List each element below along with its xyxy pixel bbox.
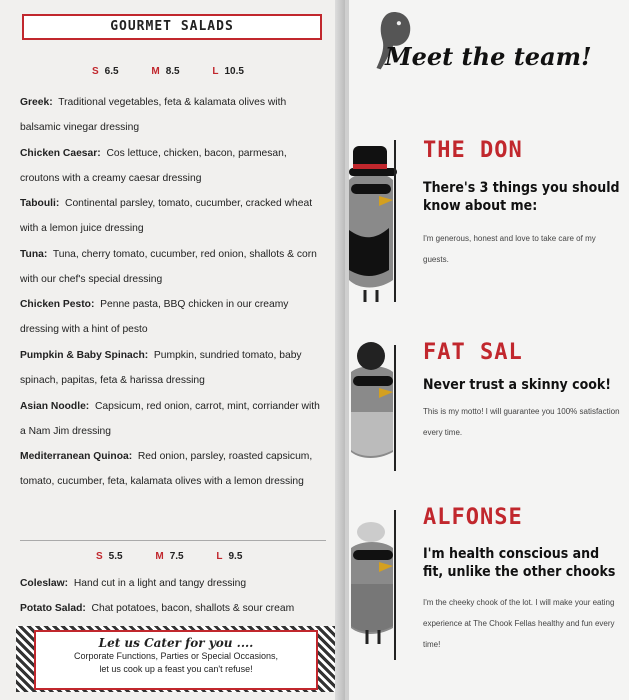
alfonse-chook-icon [349,518,399,648]
menu-item-desc: Capsicum, red onion, carrot, mint, corriander with a Nam Jim dressing [20,401,320,437]
menu-item [20,394,325,444]
fat-sal-chook-icon [349,342,399,472]
size-price: 9.5 [228,551,243,562]
menu-item-desc: Traditional vegetables, feta & kalamata olives with balsamic vinegar dressing [20,97,287,133]
menu-item [20,343,325,393]
member-name: ALFONSE [423,505,523,530]
catering-title: Let us Cater for you .... [98,636,254,650]
member-tagline: Never trust a skinny cook! [423,377,612,393]
team-divider-line [394,345,396,471]
catering-line: Corporate Functions, Parties or Special Occasions, [73,651,279,661]
the-don-chook-icon [349,140,399,305]
menu-item-desc: Continental parsley, tomato, cucumber, cracked wheat with a lemon juice dressing [20,198,313,234]
size-label: M [155,551,164,562]
member-name: FAT SAL [423,340,523,365]
member-description: I'm generous, honest and love to take care of my guests. [423,234,596,264]
section-divider [20,540,326,541]
size-label: L [212,66,219,77]
catering-box-inner [34,630,318,690]
team-heading: Meet the team! [385,42,592,71]
menu-item-name: Chicken Caesar: [20,148,101,159]
menu-item [20,242,325,292]
size-price: 8.5 [165,66,180,77]
menu-item-desc: Tuna, cherry tomato, cucumber, red onion, shallots & corn with our chef's special dressing [20,249,317,285]
menu-item [20,191,325,241]
member-name: THE DON [423,138,523,163]
menu-item-name: Mediterranean Quinoa: [20,451,133,462]
menu-item [20,444,325,494]
size-price: 5.5 [108,551,123,562]
menu-item [20,141,325,191]
size-label: S [96,551,103,562]
menu-item-desc: Cos lettuce, chicken, bacon, parmesan, croutons with a creamy caesar dressing [20,148,287,184]
salad-size-prices [92,66,244,77]
menu-item [20,571,325,596]
menu-item-name: Asian Noodle: [20,401,90,412]
member-description: I'm the cheeky chook of the lot. I will make your eating experience at The Chook Fellas healthy and fun every time! [423,598,615,649]
sides-size-prices [96,551,242,562]
member-tagline: There's 3 things you should know about me: [423,180,620,214]
menu-item-desc: Pumpkin, sundried tomato, baby spinach, papitas, feta & harissa dressing [20,350,302,386]
catering-box [16,626,336,692]
size-price: 6.5 [104,66,119,77]
team-divider-line [394,510,396,660]
size-price: 7.5 [169,551,184,562]
catering-line: let us cook up a feast you can't refuse! [99,664,253,674]
team-divider-line [394,140,396,302]
menu-item-name: Potato Salad: [20,603,86,614]
menu-item-desc: Red onion, parsley, roasted capsicum, tomato, cucumber, feta, kalamata olives with a lemon dressing [20,451,313,487]
size-price: 10.5 [224,66,244,77]
menu-item-name: Tabouli: [20,198,60,209]
menu-item [20,90,325,140]
salads-title-banner [22,14,322,40]
team-panel [349,0,629,700]
member-tagline: I'm health conscious and fit, unlike the other chooks [423,546,616,580]
size-label: M [151,66,160,77]
menu-item-name: Tuna: [20,249,48,260]
menu-item-desc: Penne pasta, BBQ chicken in our creamy dressing with a hint of pesto [20,299,289,335]
menu-item-desc: Hand cut in a light and tangy dressing [73,578,247,589]
menu-item [20,596,325,621]
salads-title: GOURMET SALADS [110,19,234,34]
menu-item [20,292,325,342]
menu-item-desc: Chat potatoes, bacon, shallots & sour cream [91,603,295,614]
member-description: This is my motto! I will guarantee you 100% satisfaction every time. [423,407,620,437]
size-label: S [92,66,99,77]
menu-item-name: Coleslaw: [20,578,69,589]
menu-item-name: Greek: [20,97,53,108]
size-label: L [216,551,223,562]
menu-item-name: Pumpkin & Baby Spinach: [20,350,149,361]
menu-item-name: Chicken Pesto: [20,299,95,310]
